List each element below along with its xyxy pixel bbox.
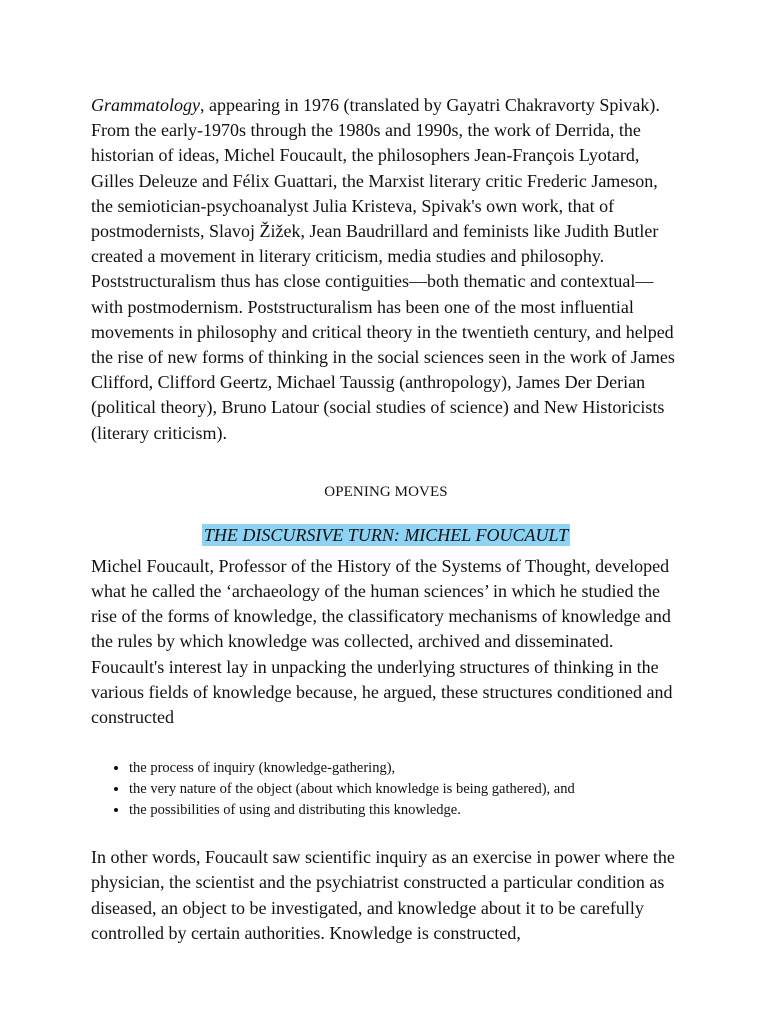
bullet-item: • the very nature of the object (about which knowledge is being gathered), and — [129, 779, 681, 800]
intro-paragraph — [91, 93, 681, 446]
book-title-italic: Grammatology — [91, 95, 200, 115]
intro-text: , appearing in 1976 (translated by Gayatri Chakravorty Spivak). From the early-1970s through the 1980s and 1990s, the work of Derrida, the historian of ideas, Michel Foucault, the philosophers Jean-François Lyotard, Gilles Deleuze and Félix Guattari, the Marxist literary critic Frederic Jameson, the semiotician-psychoanalyst Julia Kristeva, Spivak's own work, that of postmodernists, Slavoj Žižek, Jean Baudrillard and feminists like Judith Butler created a movement in literary criticism, media studies and philosophy. Poststructuralism thus has close contiguities—both thematic and contextual—with postmodernism. Poststructuralism has been one of the most influential movements in philosophy and critical theory in the twentieth century, and helped the rise of new forms of thinking in the social sciences seen in the work of James Clifford, Clifford Geertz, Michael Taussig (anthropology), James Der Derian (political theory), Bruno Latour (social studies of science) and New Historicists (literary criticism). — [91, 95, 675, 443]
bullet-item: • the process of inquiry (knowledge-gathering), — [129, 758, 681, 779]
section-title — [91, 523, 681, 547]
section-label: OPENING MOVES — [324, 483, 448, 500]
body-paragraph: Michel Foucault, Professor of the History of the Systems of Thought, developed what he called the ‘archaeology of the human sciences’ in which he studied the rise of the forms of knowledge, the classificatory mechanisms of knowledge and the rules by which knowledge was collected, archived and disseminated. Foucault's interest lay in unpacking the underlying structures of thinking in the various fields of knowledge because, he argued, these structures conditioned and constructed — [91, 555, 673, 728]
bullet-item: • the possibilities of using and distributing this knowledge. — [129, 800, 681, 821]
closing-paragraph: In other words, Foucault saw scientific inquiry as an exercise in power where the physician, the scientist and the psychiatrist constructed a particular condition as diseased, an object to be investigated, and knowledge about it to be carefully controlled by certain authorities. Knowledge is constructed, — [91, 847, 675, 943]
document-page — [91, 93, 681, 946]
bullet-list — [91, 758, 681, 821]
section-title-highlight: THE DISCURSIVE TURN: MICHEL FOUCAULT — [203, 524, 569, 545]
